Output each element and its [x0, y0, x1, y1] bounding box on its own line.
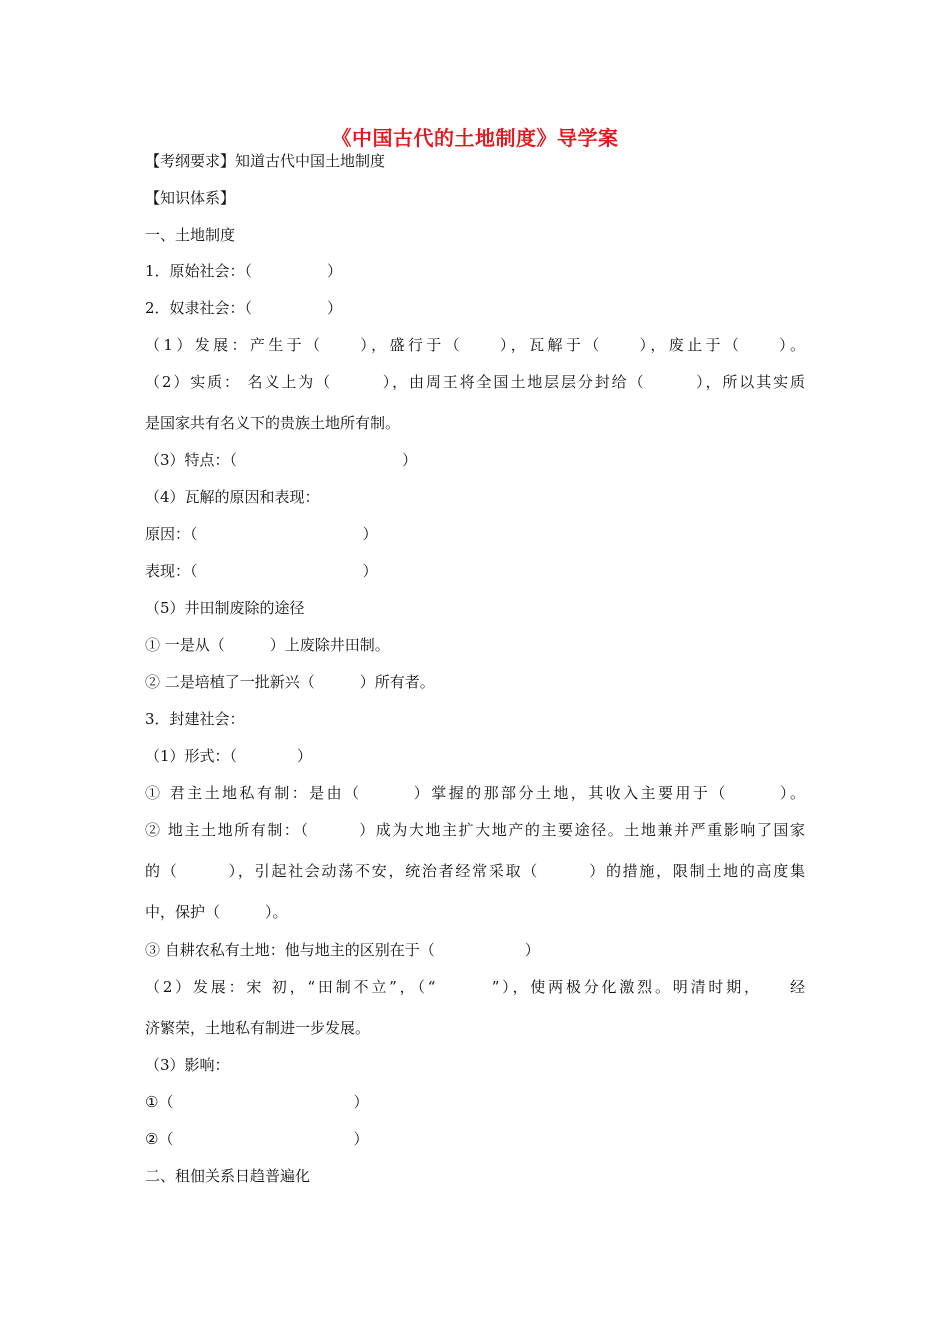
item-primitive-society: 1．原始社会：（ ） — [145, 262, 343, 280]
feudal-form-monarch: ① 君主土地私有制：是由（ ）掌握的那部分土地，其收入主要用于（ ）。 — [145, 784, 805, 802]
knowledge-system-heading: 【知识体系】 — [145, 189, 236, 207]
feudal-form-landlord: ② 地主土地所有制：（ ）成为大地主扩大地产的主要途径。土地兼并严重影响了国家 — [145, 821, 805, 839]
slave-development: （1）发展：产生于（ ），盛行于（ ），瓦解于（ ），废止于（ ）。 — [145, 336, 805, 354]
feudal-development: （2）发展：宋 初，“田制不立”，（“ ”），使两极分化激烈。明清时期， 经 — [145, 978, 805, 996]
item-feudal-society: 3．封建社会： — [145, 710, 245, 728]
abolition-way-2: ② 二是培植了一批新兴（ ）所有者。 — [145, 673, 435, 691]
document-title: 《中国古代的土地制度》导学案 — [331, 126, 619, 150]
well-field-abolition-heading: （5）井田制废除的途径 — [145, 599, 305, 617]
feudal-form-landlord-end: 中，保护（ ）。 — [145, 903, 288, 921]
exam-requirement: 【考纲要求】知道古代中国土地制度 — [145, 152, 386, 170]
collapse-reason: 原因：（ ） — [145, 525, 378, 543]
slave-essence-cont: 是国家共有名义下的贵族土地所有制。 — [145, 414, 401, 432]
feudal-development-cont: 济繁荣，土地私有制进一步发展。 — [145, 1019, 371, 1037]
slave-collapse-heading: （4）瓦解的原因和表现： — [145, 488, 320, 506]
section-heading-land-system: 一、土地制度 — [145, 226, 236, 244]
collapse-performance: 表现：（ ） — [145, 562, 378, 580]
feudal-forms: （1）形式：（ ） — [145, 747, 313, 765]
slave-essence: （2）实质： 名义上为（ ），由周王将全国土地层层分封给（ ），所以其实质 — [145, 373, 805, 391]
slave-features: （3）特点：（ ） — [145, 451, 418, 469]
item-slave-society: 2．奴隶社会：（ ） — [145, 299, 343, 317]
influence-2: ②（ ） — [145, 1130, 369, 1148]
feudal-form-landlord-cont: 的（ ），引起社会动荡不安，统治者经常采取（ ）的措施，限制土地的高度集 — [145, 862, 805, 880]
feudal-influence-heading: （3）影响： — [145, 1056, 230, 1074]
influence-1: ①（ ） — [145, 1093, 369, 1111]
abolition-way-1: ① 一是从（ ）上废除井田制。 — [145, 636, 390, 654]
feudal-form-peasant: ③ 自耕农私有土地：他与地主的区别在于（ ） — [145, 941, 540, 959]
section-heading-tenancy: 二、租佃关系日趋普遍化 — [145, 1167, 311, 1185]
